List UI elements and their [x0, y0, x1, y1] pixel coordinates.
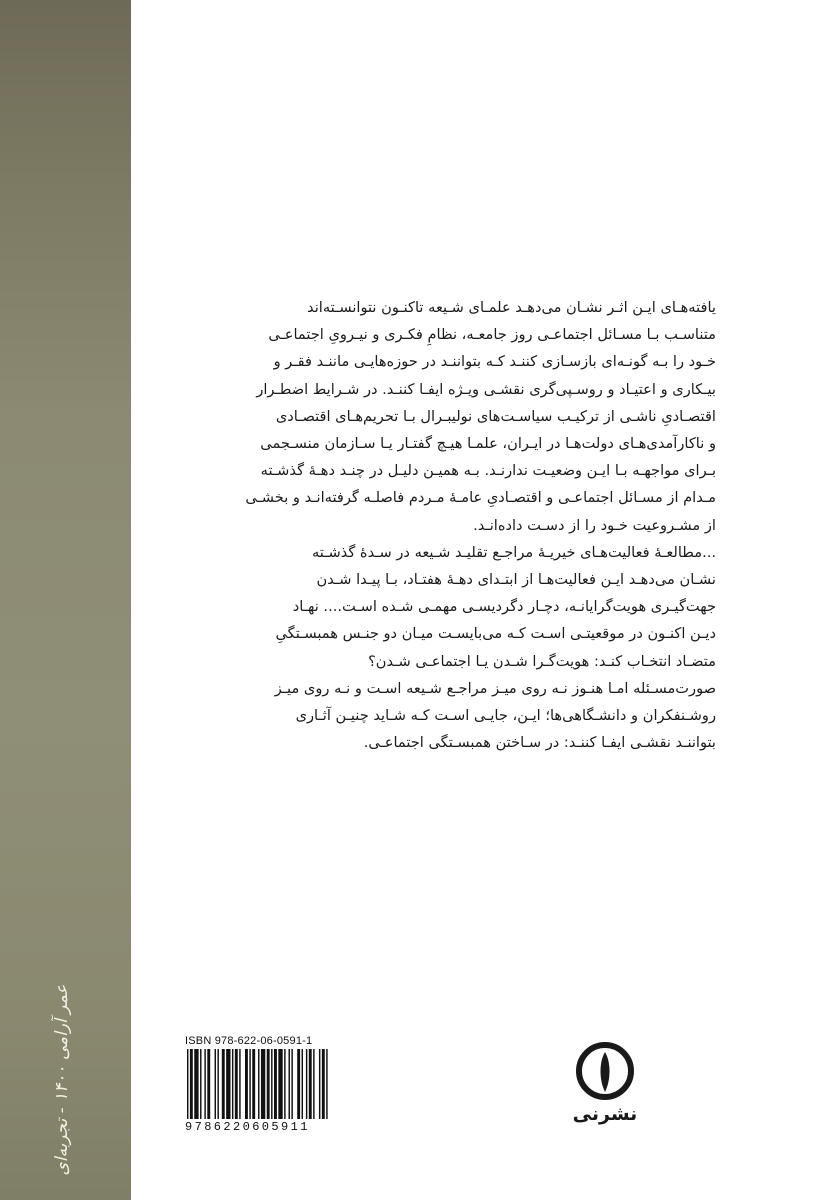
barcode-bar — [267, 1049, 270, 1119]
barcode-bar — [232, 1049, 233, 1119]
barcode-bar — [187, 1049, 188, 1119]
isbn-label: ISBN 978-622-06-0591-1 — [185, 1035, 313, 1047]
text-line: صورت‌مسـئله امـا هنـوز نـه روی میـز مراجـع شـیعه اسـت و نـه روی میـز — [274, 679, 716, 697]
text-line: بتواننـد نقشـی ایفـا کننـد: در سـاختن همبسـتگی اجتماعـی. — [363, 734, 716, 752]
barcode-bar — [249, 1049, 250, 1119]
barcode-digits: 9786220605911 — [185, 1120, 310, 1134]
text-line: یافته‌هـای ایـن اثـر نشـان می‌دهـد علمـای شـیعه تاکنـون نتوانسـته‌اند — [307, 299, 716, 316]
barcode-bar — [278, 1049, 282, 1119]
barcode-bar — [239, 1049, 240, 1119]
isbn-barcode — [185, 1035, 381, 1135]
paragraph-1 — [183, 294, 716, 539]
barcode-bar — [319, 1049, 320, 1119]
barcode-bar — [217, 1049, 218, 1119]
barcode-bar — [200, 1049, 201, 1119]
book-spine-band — [0, 0, 131, 1200]
barcode-bar — [190, 1049, 193, 1119]
paragraph-2 — [183, 539, 716, 675]
barcode-bar — [306, 1049, 307, 1119]
barcode-bar — [245, 1049, 248, 1119]
text-line: بـرای مواجهـه بـا ایـن وضعیـت ندارنـد. بـه همیـن دلیـل در چنـد دهـهٔ گذشـته — [260, 462, 716, 480]
text-line: خـود را بـه گونـه‌ای بازسـازی کننـد کـه بتواننـد در حوزه‌هایـی ماننـد فقـر و — [273, 353, 716, 371]
barcode-bar — [235, 1049, 238, 1119]
text-line: از مشـروعیت خـود را از دسـت داده‌انـد. — [473, 516, 716, 534]
nashr-ney-logo-icon — [574, 1040, 636, 1102]
barcode-bar — [226, 1049, 230, 1119]
barcode-bar — [274, 1049, 277, 1119]
text-line: مـدام از مسـائل اجتماعـی و اقتصـادیِ عامـهٔ مـردم فاصلـه گرفته‌انـد و بخشـی — [245, 489, 716, 507]
barcode-bar — [222, 1049, 225, 1119]
text-line: روشـنفکران و دانشـگاهی‌ها؛ ایـن، جایـی اسـت کـه شـاید چنیـن آثـاری — [295, 707, 716, 725]
barcode-bar — [291, 1049, 292, 1119]
barcode-bar — [326, 1049, 327, 1119]
barcode-bar — [297, 1049, 300, 1119]
barcode-icon — [185, 1049, 381, 1119]
paragraph-3 — [183, 675, 716, 757]
barcode-bar — [289, 1049, 290, 1119]
barcode-bar — [204, 1049, 205, 1119]
barcode-bar — [309, 1049, 312, 1119]
barcode-bar — [207, 1049, 210, 1119]
text-line: ...مطالعـهٔ فعالیت‌هـای خیریـهٔ مراجـع تقلیـد شـیعه در سـدهٔ گذشـته — [311, 543, 716, 561]
publisher-name: نشرنی — [572, 1103, 638, 1125]
barcode-bar — [322, 1049, 325, 1119]
barcode-bar — [271, 1049, 272, 1119]
barcode-bar — [261, 1049, 265, 1119]
barcode-bar — [302, 1049, 303, 1119]
barcode-bar — [313, 1049, 314, 1119]
text-line: نشـان می‌دهـد ایـن فعالیت‌هـا از ابتـدای دهـهٔ هفتـاد، بـا پیـدا شـدن — [316, 571, 716, 589]
barcode-bar — [194, 1049, 198, 1119]
text-line: اقتصـادیِ ناشـی از ترکیـب سیاسـت‌های نولیبـرال بـا تحریم‌هـای اقتصـادی — [275, 407, 716, 425]
text-line: جهت‌گیـری هویت‌گرایانـه، دچـار دگردیسـی مهمـی شـده اسـت.... نهـاد — [292, 598, 716, 616]
text-line: بیـکاری و اعتیـاد و روسـپی‌گری نقشـی ویـژه ایفـا کننـد. در شـرایط اضطـرار — [256, 380, 716, 398]
barcode-bar — [252, 1049, 255, 1119]
text-line: متناسـب بـا مسـائل اجتماعـی روز جامعـه، نظامِ فکـری و نیـرویِ اجتماعـی — [268, 326, 716, 344]
barcode-bar — [284, 1049, 285, 1119]
text-line: و ناکارآمدی‌هـای دولت‌هـا در ایـران، علمـا هیـچ گفتـار یـا سـازمان منسـجمی — [260, 435, 716, 453]
spine-signature: عمر آرامی ۱۴۰۰ - تجربه‌ای — [52, 984, 72, 1176]
text-line: متضـاد انتخـاب کنـد: هویت‌گـرا شـدن یـا اجتماعـی شـدن؟ — [368, 652, 716, 670]
text-line: دیـن اکنـون در موقعیتـی اسـت کـه می‌بایسـت میـان دو جنـس همبسـتگیِ — [275, 625, 716, 643]
barcode-bar — [215, 1049, 216, 1119]
barcode-bar — [258, 1049, 259, 1119]
back-cover-text — [183, 294, 716, 756]
